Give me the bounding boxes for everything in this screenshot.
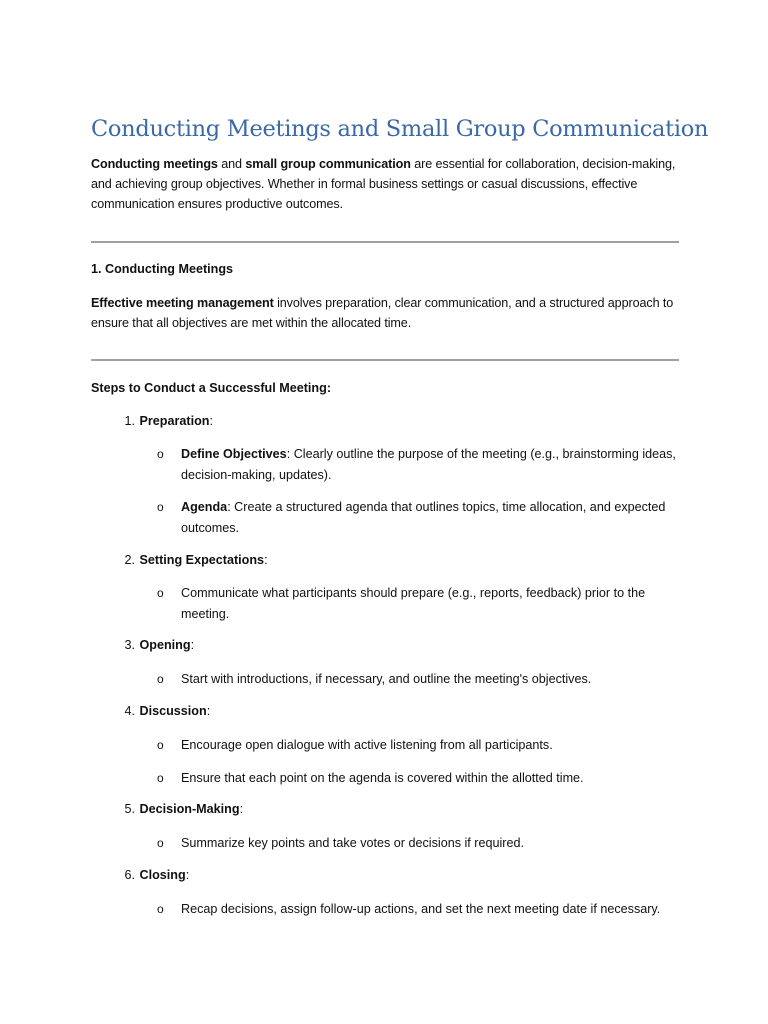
intro-bold-2: small group communication	[245, 157, 411, 171]
sub-list-item	[157, 899, 681, 920]
bullet-icon: o	[157, 500, 164, 514]
step-colon: :	[239, 802, 244, 816]
intro-text-2: are essential for collaboration, decision-making, and achieving group objectives. Whether in formal business settings or casual discussions, effective communication ensures productive outcomes.	[91, 157, 676, 211]
sub-list-item	[157, 768, 681, 789]
step-number: 4.	[124, 704, 135, 718]
horizontal-rule	[91, 359, 679, 361]
step-label: Preparation	[139, 414, 210, 428]
step-colon: :	[206, 704, 211, 718]
bullet-icon: o	[157, 902, 164, 916]
sub-item-text: Recap decisions, assign follow-up actions, and set the next meeting date if necessary.	[181, 902, 661, 916]
step-number: 5.	[124, 802, 135, 816]
sub-list-item	[157, 497, 681, 539]
step-number: 2.	[124, 553, 135, 567]
bullet-icon: o	[157, 836, 164, 850]
list-item-step	[91, 638, 194, 652]
list-item-step	[91, 414, 213, 428]
sub-list-item	[157, 735, 681, 756]
sub-item-text: Encourage open dialogue with active listening from all participants.	[181, 738, 553, 752]
step-colon: :	[209, 414, 213, 428]
sub-item-text: Start with introductions, if necessary, and outline the meeting's objectives.	[181, 672, 592, 686]
sub-list-item	[157, 583, 681, 625]
sub-item-text: Summarize key points and take votes or decisions if required.	[181, 836, 524, 850]
sub-item-text: Communicate what participants should prepare (e.g., reports, feedback) prior to the meeting.	[181, 586, 646, 621]
intro-text-1: and	[217, 157, 246, 171]
intro-paragraph	[91, 154, 681, 214]
bullet-icon: o	[157, 447, 164, 461]
section-paragraph	[91, 293, 681, 333]
list-item-step	[91, 802, 243, 816]
step-label: Opening	[139, 638, 191, 652]
step-colon: :	[185, 868, 190, 882]
intro-bold-1: Conducting meetings	[91, 157, 218, 171]
sub-item-bold: Define Objectives	[181, 447, 287, 461]
sub-item-text: : Create a structured agenda that outlines topics, time allocation, and expected outcomes.	[181, 500, 666, 535]
section-text: involves preparation, clear communication, and a structured approach to ensure that all objectives are met within the allocated time.	[91, 296, 674, 330]
bullet-icon: o	[157, 771, 164, 785]
sub-list-item	[157, 444, 681, 486]
section-bold: Effective meeting management	[91, 296, 274, 310]
step-number: 3.	[124, 638, 135, 652]
list-item-step	[91, 868, 189, 882]
section-heading: 1. Conducting Meetings	[91, 262, 234, 276]
sub-item-text: Ensure that each point on the agenda is covered within the allotted time.	[181, 771, 584, 785]
sub-item-bold: Agenda	[181, 500, 228, 514]
bullet-icon: o	[157, 586, 164, 600]
step-label: Discussion	[139, 704, 207, 718]
step-label: Closing	[139, 868, 186, 882]
steps-heading: Steps to Conduct a Successful Meeting:	[91, 381, 332, 395]
document-title: Conducting Meetings and Small Group Communication	[91, 116, 709, 142]
sub-list-item	[157, 833, 681, 854]
step-label: Decision-Making	[139, 802, 240, 816]
list-item-step	[91, 704, 210, 718]
bullet-icon: o	[157, 738, 164, 752]
step-colon: :	[190, 638, 195, 652]
step-label: Setting Expectations	[139, 553, 265, 567]
step-number: 6.	[124, 868, 135, 882]
bullet-icon: o	[157, 672, 164, 686]
step-colon: :	[264, 553, 268, 567]
step-number: 1.	[124, 414, 135, 428]
list-item-step	[91, 553, 268, 567]
horizontal-rule	[91, 241, 679, 243]
sub-list-item	[157, 669, 681, 690]
sub-item-text: : Clearly outline the purpose of the meeting (e.g., brainstorming ideas, decision-making, updates).	[181, 447, 676, 482]
